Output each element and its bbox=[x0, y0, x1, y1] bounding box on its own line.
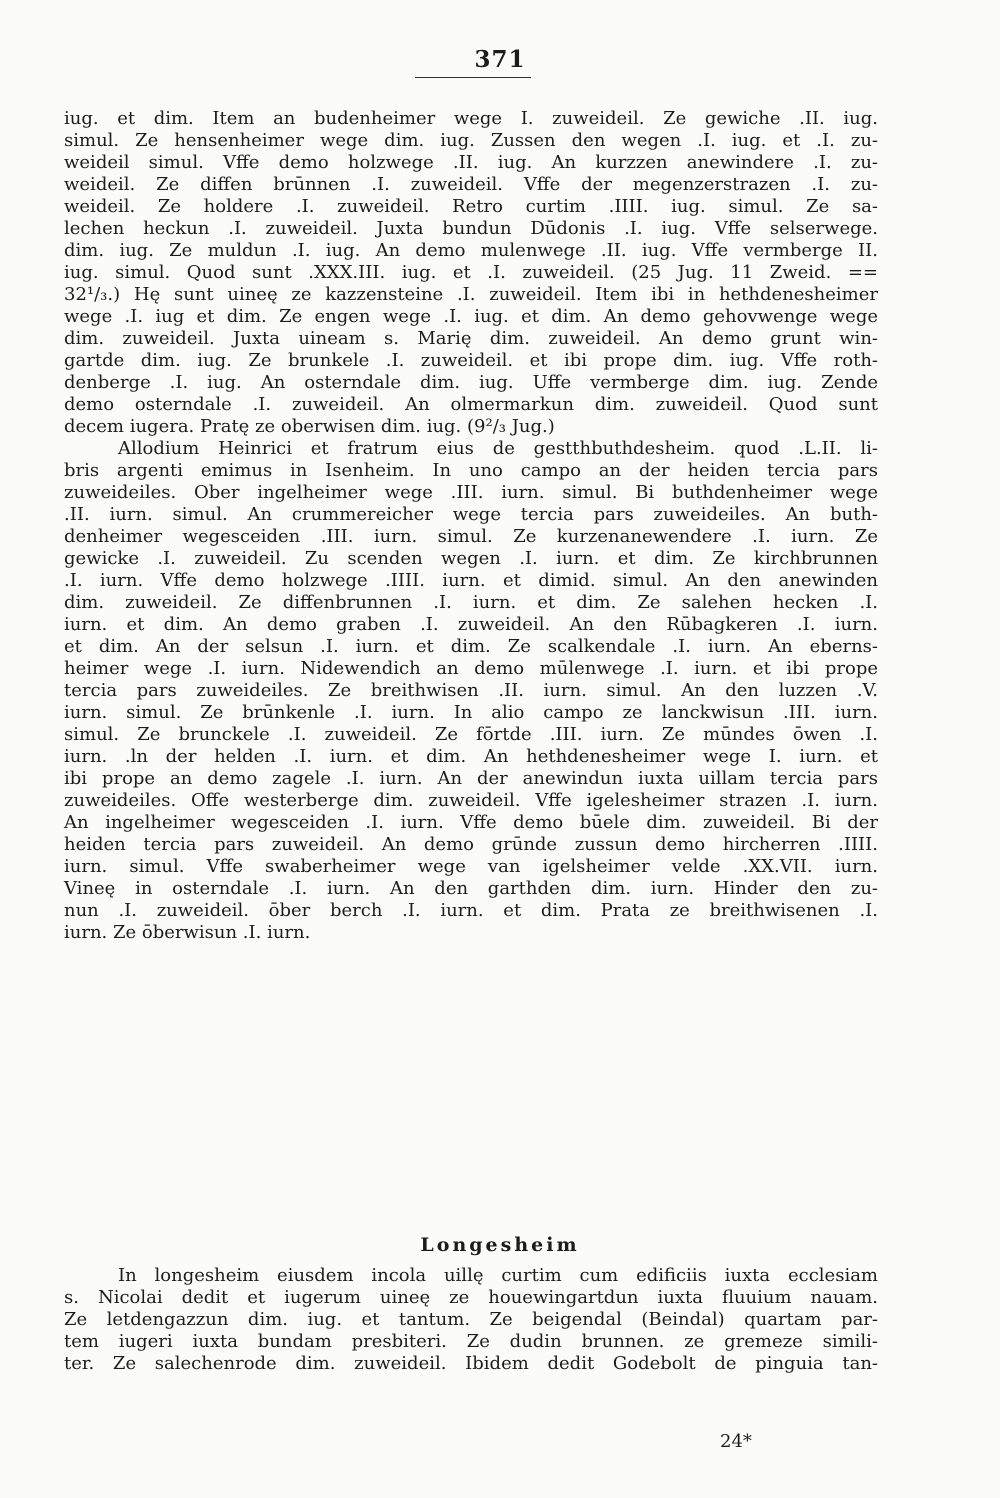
text-line: weideil. Ze holdere .I. zuweideil. Retro curtim .IIII. iug. simul. Ze sa- bbox=[64, 196, 878, 217]
text-line: iurn. et dim. An demo graben .I. zuweideil. An den Rūbagkeren .I. iurn. bbox=[64, 614, 878, 635]
text-line: bris argenti emimus in Isenheim. In uno campo an der heiden tercia pars bbox=[64, 460, 878, 481]
text-line: gewicke .I. zuweideil. Zu scenden wegen .I. iurn. et dim. Ze kirchbrunnen bbox=[64, 548, 878, 569]
text-line: An ingelheimer wegesceiden .I. iurn. Vffe demo būele dim. zuweideil. Bi der bbox=[64, 812, 878, 833]
text-line: s. Nicolai dedit et iugerum uineę ze houewingartdun iuxta fluuium nauam. bbox=[64, 1287, 878, 1308]
text-line: Vineę in osterndale .I. iurn. An den garthden dim. iurn. Hinder den zu- bbox=[64, 878, 878, 899]
section-heading: Longesheim bbox=[420, 1234, 580, 1256]
text-line: weideil simul. Vffe demo holzwege .II. iug. An kurzzen anewindere .I. zu- bbox=[64, 152, 878, 173]
header-rule bbox=[415, 77, 531, 78]
text-line: denberge .I. iug. An osterndale dim. iug. Uffe vermberge dim. iug. Zende bbox=[64, 372, 878, 393]
text-line: dim. zuweideil. Ze diffenbrunnen .I. iurn. et dim. Ze salehen hecken .I. bbox=[64, 592, 878, 613]
text-line: ibi prope an demo zagele .I. iurn. An der anewindun iuxta uillam tercia pars bbox=[64, 768, 878, 789]
text-line: denheimer wegesceiden .III. iurn. simul. Ze kurzenanewendere .I. iurn. Ze bbox=[64, 526, 878, 547]
page-number: 371 bbox=[474, 46, 526, 73]
text-line: simul. Ze brunckele .I. zuweideil. Ze fōrtde .III. iurn. Ze mūndes ōwen .I. bbox=[64, 724, 878, 745]
text-line: wege .I. iug et dim. Ze engen wege .I. iug. et dim. An demo gehovwenge wege bbox=[64, 306, 878, 327]
text-line: ter. Ze salechenrode dim. zuweideil. Ibidem dedit Godebolt de pinguia tan- bbox=[64, 1353, 878, 1374]
text-line: zuweideiles. Ober ingelheimer wege .III. iurn. simul. Bi buthdenheimer wege bbox=[64, 482, 878, 503]
text-line: iurn. .ln der helden .I. iurn. et dim. An hethdenesheimer wege I. iurn. et bbox=[64, 746, 878, 767]
text-line: gartde dim. iug. Ze brunkele .I. zuweideil. et ibi prope dim. iug. Vffe roth- bbox=[64, 350, 878, 371]
text-line: decem iugera. Pratę ze oberwisen dim. iug. (9²/₃ Jug.) bbox=[64, 416, 555, 437]
text-line: zuweideiles. Offe westerberge dim. zuweideil. Vffe igelesheimer strazen .I. iurn. bbox=[64, 790, 878, 811]
text-line: .I. iurn. Vffe demo holzwege .IIII. iurn. et dimid. simul. An den anewinden bbox=[64, 570, 878, 591]
text-line: heiden tercia pars zuweideil. An demo grūnde zussun demo hircherren .IIII. bbox=[64, 834, 878, 855]
text-line: 32¹/₃.) Hę sunt uineę ze kazzensteine .I. zuweideil. Item ibi in hethdenesheimer bbox=[64, 284, 878, 305]
text-line: tem iugeri iuxta bundam presbiteri. Ze dudin brunnen. ze gremeze simili- bbox=[64, 1331, 878, 1352]
text-line: iug. et dim. Item an budenheimer wege I. zuweideil. Ze gewiche .II. iug. bbox=[64, 108, 878, 129]
text-line: Allodium Heinrici et fratrum eius de gestthbuthdesheim. quod .L.II. li- bbox=[118, 438, 878, 459]
text-line: iurn. simul. Ze brūnkenle .I. iurn. In alio campo ze lanckwisun .III. iurn. bbox=[64, 702, 878, 723]
text-line: dim. zuweideil. Juxta uineam s. Marię dim. zuweideil. An demo grunt win- bbox=[64, 328, 878, 349]
text-line: .II. iurn. simul. An crummereicher wege tercia pars zuweideiles. An buth- bbox=[64, 504, 878, 525]
signature-mark: 24* bbox=[720, 1431, 752, 1452]
text-line: iurn. Ze ōberwisun .I. iurn. bbox=[64, 922, 311, 943]
text-line: weideil. Ze diffen brūnnen .I. zuweideil. Vffe der megenzerstrazen .I. zu- bbox=[64, 174, 878, 195]
text-line: simul. Ze hensenheimer wege dim. iug. Zussen den wegen .I. iug. et .I. zu- bbox=[64, 130, 878, 151]
text-line: heimer wege .I. iurn. Nidewendich an demo mūlenwege .I. iurn. et ibi prope bbox=[64, 658, 878, 679]
text-line: et dim. An der selsun .I. iurn. et dim. Ze scalkendale .I. iurn. An eberns- bbox=[64, 636, 878, 657]
main-text-block bbox=[64, 108, 878, 944]
text-line: In longesheim eiusdem incola uillę curtim cum edificiis iuxta ecclesiam bbox=[118, 1265, 878, 1286]
text-line: iug. simul. Quod sunt .XXX.III. iug. et .I. zuweideil. (25 Jug. 11 Zweid. == bbox=[64, 262, 878, 283]
text-line: lechen heckun .I. zuweideil. Juxta bundun Dūdonis .I. iug. Vffe selserwege. bbox=[64, 218, 878, 239]
text-line: nun .I. zuweideil. ōber berch .I. iurn. et dim. Prata ze breithwisenen .I. bbox=[64, 900, 878, 921]
text-line: Ze letdengazzun dim. iug. et tantum. Ze beigendal (Beindal) quartam par- bbox=[64, 1309, 878, 1330]
section-text-block bbox=[64, 1265, 878, 1375]
text-line: tercia pars zuweideiles. Ze breithwisen .II. iurn. simul. An den luzzen .V. bbox=[64, 680, 878, 701]
text-line: demo osterndale .I. zuweideil. An olmermarkun dim. zuweideil. Quod sunt bbox=[64, 394, 878, 415]
text-line: dim. iug. Ze muldun .I. iug. An demo mulenwege .II. iug. Vffe vermberge II. bbox=[64, 240, 878, 261]
text-line: iurn. simul. Vffe swaberheimer wege van igelsheimer velde .XX.VII. iurn. bbox=[64, 856, 878, 877]
